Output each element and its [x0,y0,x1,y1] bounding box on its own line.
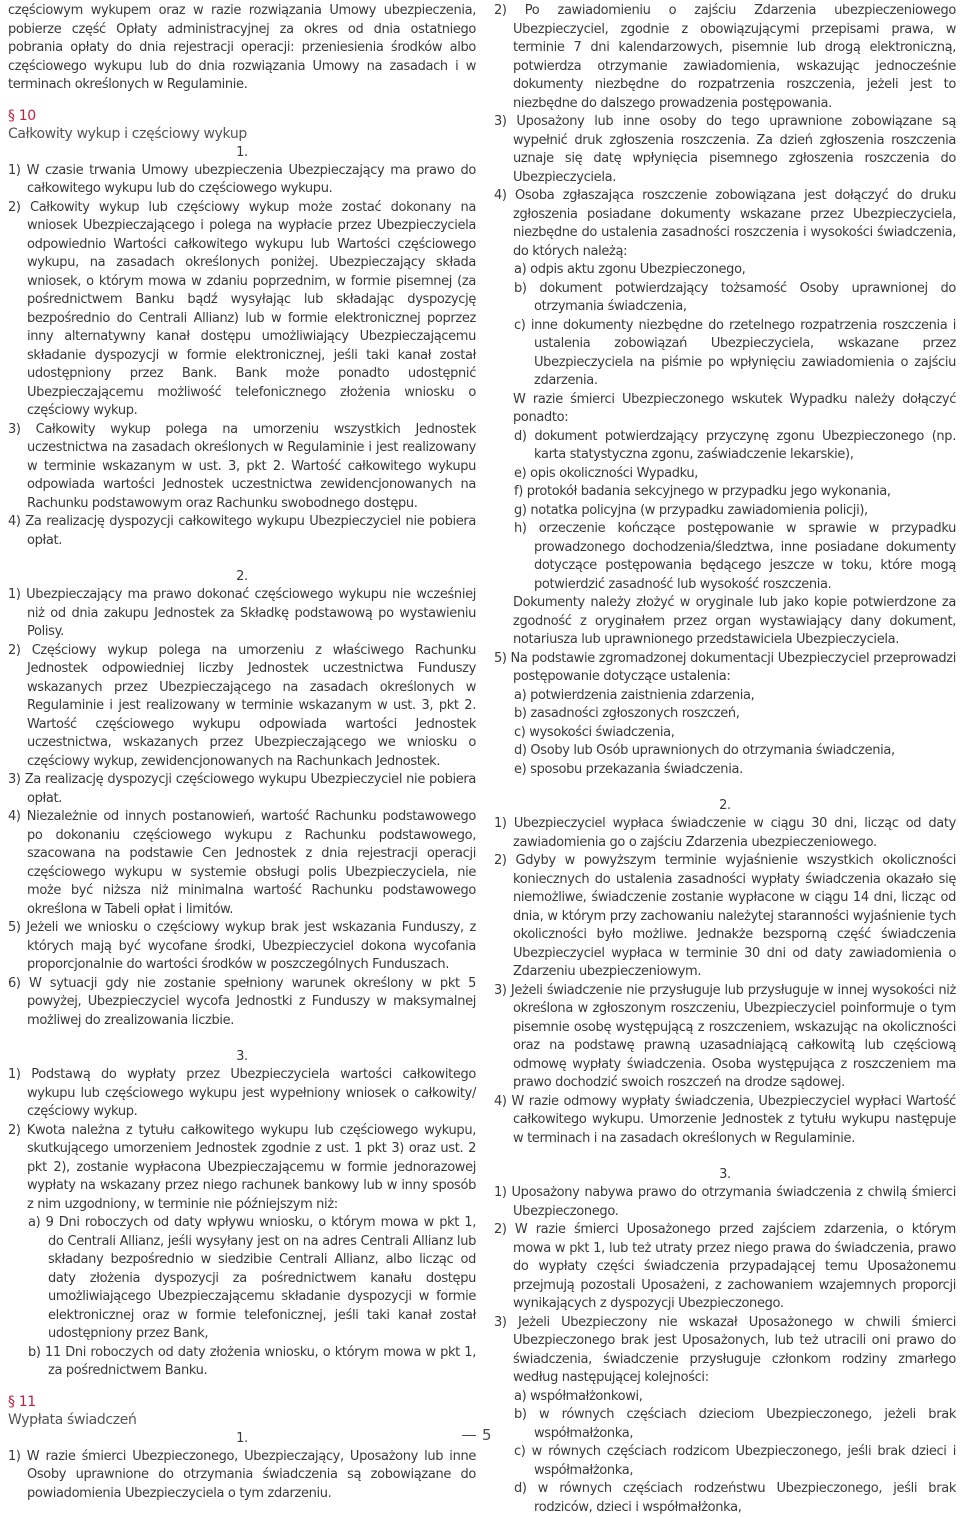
s11-1-item-5-e: e) sposobu przekazania świadczenia. [514,761,743,777]
s10-subsection-2-heading: 2. [236,569,248,584]
intro-paragraph: częściowym wykupem oraz w razie rozwiązania Umowy ubezpieczenia, pobierze część Opłaty administracyjnej za okres od dnia ostatniego pobrania opłaty do dnia rejestracji operacji: przeniesienia środków albo częściowego wykupu lub do dnia rozwiązania Umowy na zasadach i w terminach określonych w Regulaminie. [8,3,476,92]
s11-1-item-3: 3) Uposażony lub inne osoby do tego uprawnione zobowiązane są wypełnić druk zgłoszenia roszczenia. Za dzień zgłoszenia roszczenia uznaje się datę wpłynięcia pisemnego zgłoszenia roszczenia do Ubezpieczyciela. [494,114,956,185]
s11-subsection-3-heading: 3. [719,1167,731,1182]
s10-2-item-6: 6) W sytuacji gdy nie zostanie spełniony warunek określony w pkt 5 powyżej, Ubezpieczyciel wycofa Jednostki z Funduszy w maksymalnej możliwej do zrealizowania liczbie. [8,975,476,1028]
footer-dash [462,1435,476,1437]
s10-subsection-3-heading: 3. [236,1049,248,1064]
s11-3-item-3-a: a) współmałżonkowi, [514,1388,643,1404]
section-10-title: Całkowity wykup i częściowy wykup [8,125,247,142]
s10-1-item-2: 2) Całkowity wykup lub częściowy wykup może zostać dokonany na wniosek Ubezpieczającego i polega na wypłacie przez Ubezpieczyciela odpowiednio Wartości całkowitego wykupu lub Wartości częściowego wykupu, na zasadach określonych poniżej. Ubezpieczający składa wniosek, o którym mowa w zdaniu poprzednim, w formie pisemnej (za pośrednictwem Banku bądź wysyłając lub składając dyspozycję bezpośrednio do Centrali Allianz) lub w formie elektronicznej poprzez inny alternatywny kanał dostępu umożliwiający Ubezpieczającemu składanie dyspozycji w formie elektronicznej, jeśli taki kanał został udostępniony przez Bank. Bank może ponadto udostępnić Ubezpieczającemu możliwość telefonicznego złożenia wniosku o częściowy wykup. [8,199,476,418]
s11-1-item-4: 4) Osoba zgłaszająca roszczenie zobowiązana jest dołączyć do druku zgłoszenia posiadane dokumenty wskazane przez Ubezpieczyciela, niezbędne do ustalenia zasadności roszczenia i wysokości świadczenia, do których należą: [494,188,956,259]
s11-subsection-1-heading: 1. [236,1430,248,1446]
left-column [8,2,476,1503]
s11-1-item-5-d: d) Osoby lub Osób uprawnionych do otrzymania świadczenia, [514,743,895,758]
s11-3-item-1: 1) Uposażony nabywa prawo do otrzymania świadczenia z chwilą śmierci Ubezpieczonego. [494,1185,956,1219]
s11-3-item-2: 2) W razie śmierci Uposażonego przed zajściem zdarzenia, o którym mowa w pkt 1, lub też utraty przez niego prawa do świadczenia, prawo do wypłaty części świadczenia przypadającej temu Uposażonemu przejmują pozostali Uposażeni, z zachowaniem wzajemnych proporcji wynikających z dyspozycji Ubezpieczonego. [494,1222,956,1311]
s10-3-item-2-a: a) 9 Dni roboczych od daty wpływu wniosku, o którym mowa w pkt 1, do Centrali Allianz, jeśli wysyłany jest on na adres Centrali Allianz lub składany bezpośrednio w siedzibie Centrali Allianz, albo licząc od daty złożenia dyspozycji za pośrednictwem kanału dostępu umożliwiającego Ubezpieczającemu składanie dyspozycji w formie elektronicznej oraz w formie telefonicznej, jeśli taki kanał został udostępniony przez Bank, [28,1215,476,1341]
s11-1-item-5: 5) Na podstawie zgromadzonej dokumentacji Ubezpieczyciel przeprowadzi postępowanie dotyczące ustalenia: [494,650,956,684]
s11-subsection-2-heading: 2. [719,798,731,813]
s11-1-item-4-b: b) dokument potwierdzający tożsamość Osoby uprawnionej do otrzymania świadczenia, [514,280,956,314]
s11-1-item-2: 2) Po zawiadomieniu o zajściu Zdarzenia ubezpieczeniowego Ubezpieczyciel, zgodnie z obowiązującymi przepisami prawa, w terminie 7 dni kalendarzowych, pisemnie lub drogą elektroniczną, potwierdza otrzymanie zawiadomienia, wskazując jednocześnie dokumenty niezbędne do rozpatrzenia roszczenia, jeżeli jest to niezbędne do dalszego prowadzenia postępowania. [494,3,956,111]
s11-2-item-1: 1) Ubezpieczyciel wypłaca świadczenie w ciągu 30 dni, licząc od daty zawiadomienia go o zajściu Zdarzenia ubezpieczeniowego. [494,816,956,850]
s11-1-item-5-a: a) potwierdzenia zaistnienia zdarzenia, [514,687,755,703]
s11-3-item-3: 3) Jeżeli Ubezpieczony nie wskazał Uposażonego w chwili śmierci Ubezpieczonego brak jest Uposażonych, lub też utracili oni prawo do świadczenia, świadczenie przysługuje członkom rodziny zmarłego według następującej kolejności: [494,1314,956,1385]
s11-2-item-2: 2) Gdyby w powyższym terminie wyjaśnienie wszystkich okoliczności koniecznych do ustalenia zasadności wypłaty świadczenia okazało się niemożliwe, świadczenie zostanie wypłacone w ciągu 14 dni, licząc od dnia, w którym przy zachowaniu należytej staranności wyjaśnienie tych okoliczności było możliwe. Jednakże bezsporną część świadczenia Ubezpieczyciel wypłaca w terminie 30 dni od daty zawiadomienia o Zdarzeniu ubezpieczeniowym. [494,853,956,979]
s11-1-item-5-c: c) wysokości świadczenia, [514,724,675,740]
section-11-title: Wypłata świadczeń [8,1411,137,1428]
page-footer [462,1428,492,1443]
s10-2-item-2: 2) Częściowy wykup polega na umorzeniu z właściwego Rachunku Jednostek odpowiedniej liczby Jednostek uczestnictwa Funduszy wskazanych przez Ubezpieczającego na zasadach określonych w Regulaminie i jest realizowany w terminie wskazanym w ust. 3, pkt 2. Wartość częściowego wykupu odpowiada wartości Jednostek uczestnictwa, wskazanych przez Ubezpieczającego we wniosku o częściowy wykup, zewidencjonowanych na Rachunkach Jednostek. [8,642,476,769]
s11-3-item-3-b: b) w równych częściach dzieciom Ubezpieczonego, jeżeli brak współmałżonka, [514,1407,956,1441]
s10-1-item-3: 3) Całkowity wykup polega na umorzeniu wszystkich Jednostek uczestnictwa na zasadach określonych w Regulaminie i jest realizowany w terminie wskazanym w ust. 3, pkt 2. Wartość całkowitego wykupu odpowiada wartości Jednostek uczestnictwa zewidencjonowanych na Rachunku podstawowym oraz Rachunku swobodnego dostępu. [8,421,476,511]
s11-1-item-4-f: f) protokół badania sekcyjnego w przypadku jego wykonania, [514,484,891,499]
s11-2-item-3: 3) Jeżeli świadczenie nie przysługuje lub przysługuje w innej wysokości niż określona w zgłoszonym roszczeniu, Ubezpieczyciel poinformuje o tym pisemnie osobę występującą z roszczeniem, wskazując na okoliczności oraz na podstawę prawną uzasadniającą całkowitą lub częściową odmowę wypłaty świadczenia. Osoba występująca z roszczeniem ma prawo dochodzić swoich roszczeń na drodze sądowej. [494,982,956,1090]
page-number: 5 [482,1426,492,1444]
s10-3-item-2: 2) Kwota należna z tytułu całkowitego wykupu lub częściowego wykupu, skutkującego umorzeniem Jednostek zgodnie z ust. 1 pkt 3) oraz ust. 2 pkt 2), zostanie wypłacona Ubezpieczającemu w formie jednorazowej wypłaty na wskazany przez niego rachunek bankowy lub w inny sposób z nim uzgodniony, w terminie nie późniejszym niż: [8,1122,476,1212]
s10-1-item-4: 4) Za realizację dyspozycji całkowitego wykupu Ubezpieczyciel nie pobiera opłat. [8,514,476,548]
s11-3-item-3-d: d) w równych częściach rodzeństwu Ubezpieczonego, jeśli brak rodziców, dzieci i współmałżonka, [514,1481,956,1515]
s11-1-item-4-e: e) opis okoliczności Wypadku, [514,465,699,481]
s11-2-item-4: 4) W razie odmowy wypłaty świadczenia, Ubezpieczyciel wypłaci Wartość całkowitego wykupu. Umorzenie Jednostek z tytułu wykupu następuje w terminach i na zasadach określonych w Regulaminie. [494,1093,956,1146]
s11-1-item-4-h: h) orzeczenie kończące postępowanie w sprawie w przypadku prowadzonego dochodzenia/śledztwa, inne posiadane dokumenty dotyczące postępowania będącego jeszcze w toku, które mogą potwierdzić zasadność lub wysokość roszczenia. [514,521,956,592]
s11-1-item-1: 1) W razie śmierci Ubezpieczonego, Ubezpieczający, Uposażony lub inne Osoby uprawnione do otrzymania świadczenia są zobowiązane do powiadomienia Ubezpieczyciela o tym zdarzeniu. [8,1448,476,1501]
s11-1-item-4-a: a) odpis aktu zgonu Ubezpieczonego, [514,262,746,277]
s10-3-item-2-b: b) 11 Dni roboczych od daty złożenia wniosku, o którym mowa w pkt 1, za pośrednictwem Banku. [28,1344,476,1378]
section-10-sign: § 10 [8,107,36,124]
s11-1-item-4-documents-note: Dokumenty należy złożyć w oryginale lub jako kopie potwierdzone za zgodność z oryginałem przez organ wystawiający dany dokument, notariusza lub uprawnionego przedstawiciela Ubezpieczyciela. [513,595,956,647]
s10-3-item-1: 1) Podstawą do wypłaty przez Ubezpieczyciela wartości całkowitego wykupu lub częściowego wykupu jest wypełniony wniosek o całkowity/ częściowy wykup. [8,1067,476,1119]
s10-2-item-1: 1) Ubezpieczający ma prawo dokonać częściowego wykupu nie wcześniej niż od dnia zakupu Jednostek za Składkę podstawową po wystawieniu Polisy. [8,587,476,639]
s10-2-item-4: 4) Niezależnie od innych postanowień, wartość Rachunku podstawowego po dokonaniu częściowego wykupu z Rachunku podstawowego, szacowana na podstawie Cen Jednostek z dnia rejestracji operacji częściowego wykupu w systemie obsługi polis Ubezpieczyciela, nie może być niższa niż minimalna wartość Rachunku podstawowego określona w Tabeli opłat i limitów. [8,809,476,917]
s11-1-item-4-accident-note: W razie śmierci Ubezpieczonego wskutek Wypadku należy dołączyć ponadto: [513,391,956,425]
s10-subsection-1-heading: 1. [236,144,248,160]
s11-1-item-4-g: g) notatka policyjna (w przypadku zawiadomienia policji), [514,502,868,518]
s10-1-item-1: 1) W czasie trwania Umowy ubezpieczenia Ubezpieczający ma prawo do całkowitego wykupu lub do częściowego wykupu. [8,162,476,196]
right-column [494,2,956,1517]
s11-1-item-4-c: c) inne dokumenty niezbędne do rzetelnego rozpatrzenia roszczenia i ustalenia zobowiązań Ubezpieczyciela, wskazane przez Ubezpieczyciela na piśmie po wpłynięciu zawiadomienia o zajściu zdarzenia. [514,317,956,388]
section-11-sign: § 11 [8,1393,36,1410]
s10-2-item-5: 5) Jeżeli we wniosku o częściowy wykup brak jest wskazania Funduszy, z których mają być wycofane środki, Ubezpieczyciel dokona wycofania proporcjonalnie do wartości środków w poszczególnych Funduszach. [8,920,476,972]
s10-2-item-3: 3) Za realizację dyspozycji częściowego wykupu Ubezpieczyciel nie pobiera opłat. [8,772,476,806]
s11-3-item-3-c: c) w równych częściach rodzicom Ubezpieczonego, jeśli brak dzieci i współmałżonka, [514,1444,956,1478]
s11-1-item-4-d: d) dokument potwierdzający przyczynę zgonu Ubezpieczonego (np. karta statystyczna zgonu, zaświadczenie lekarskie), [514,428,956,462]
s11-1-item-5-b: b) zasadności zgłoszonych roszczeń, [514,706,740,721]
